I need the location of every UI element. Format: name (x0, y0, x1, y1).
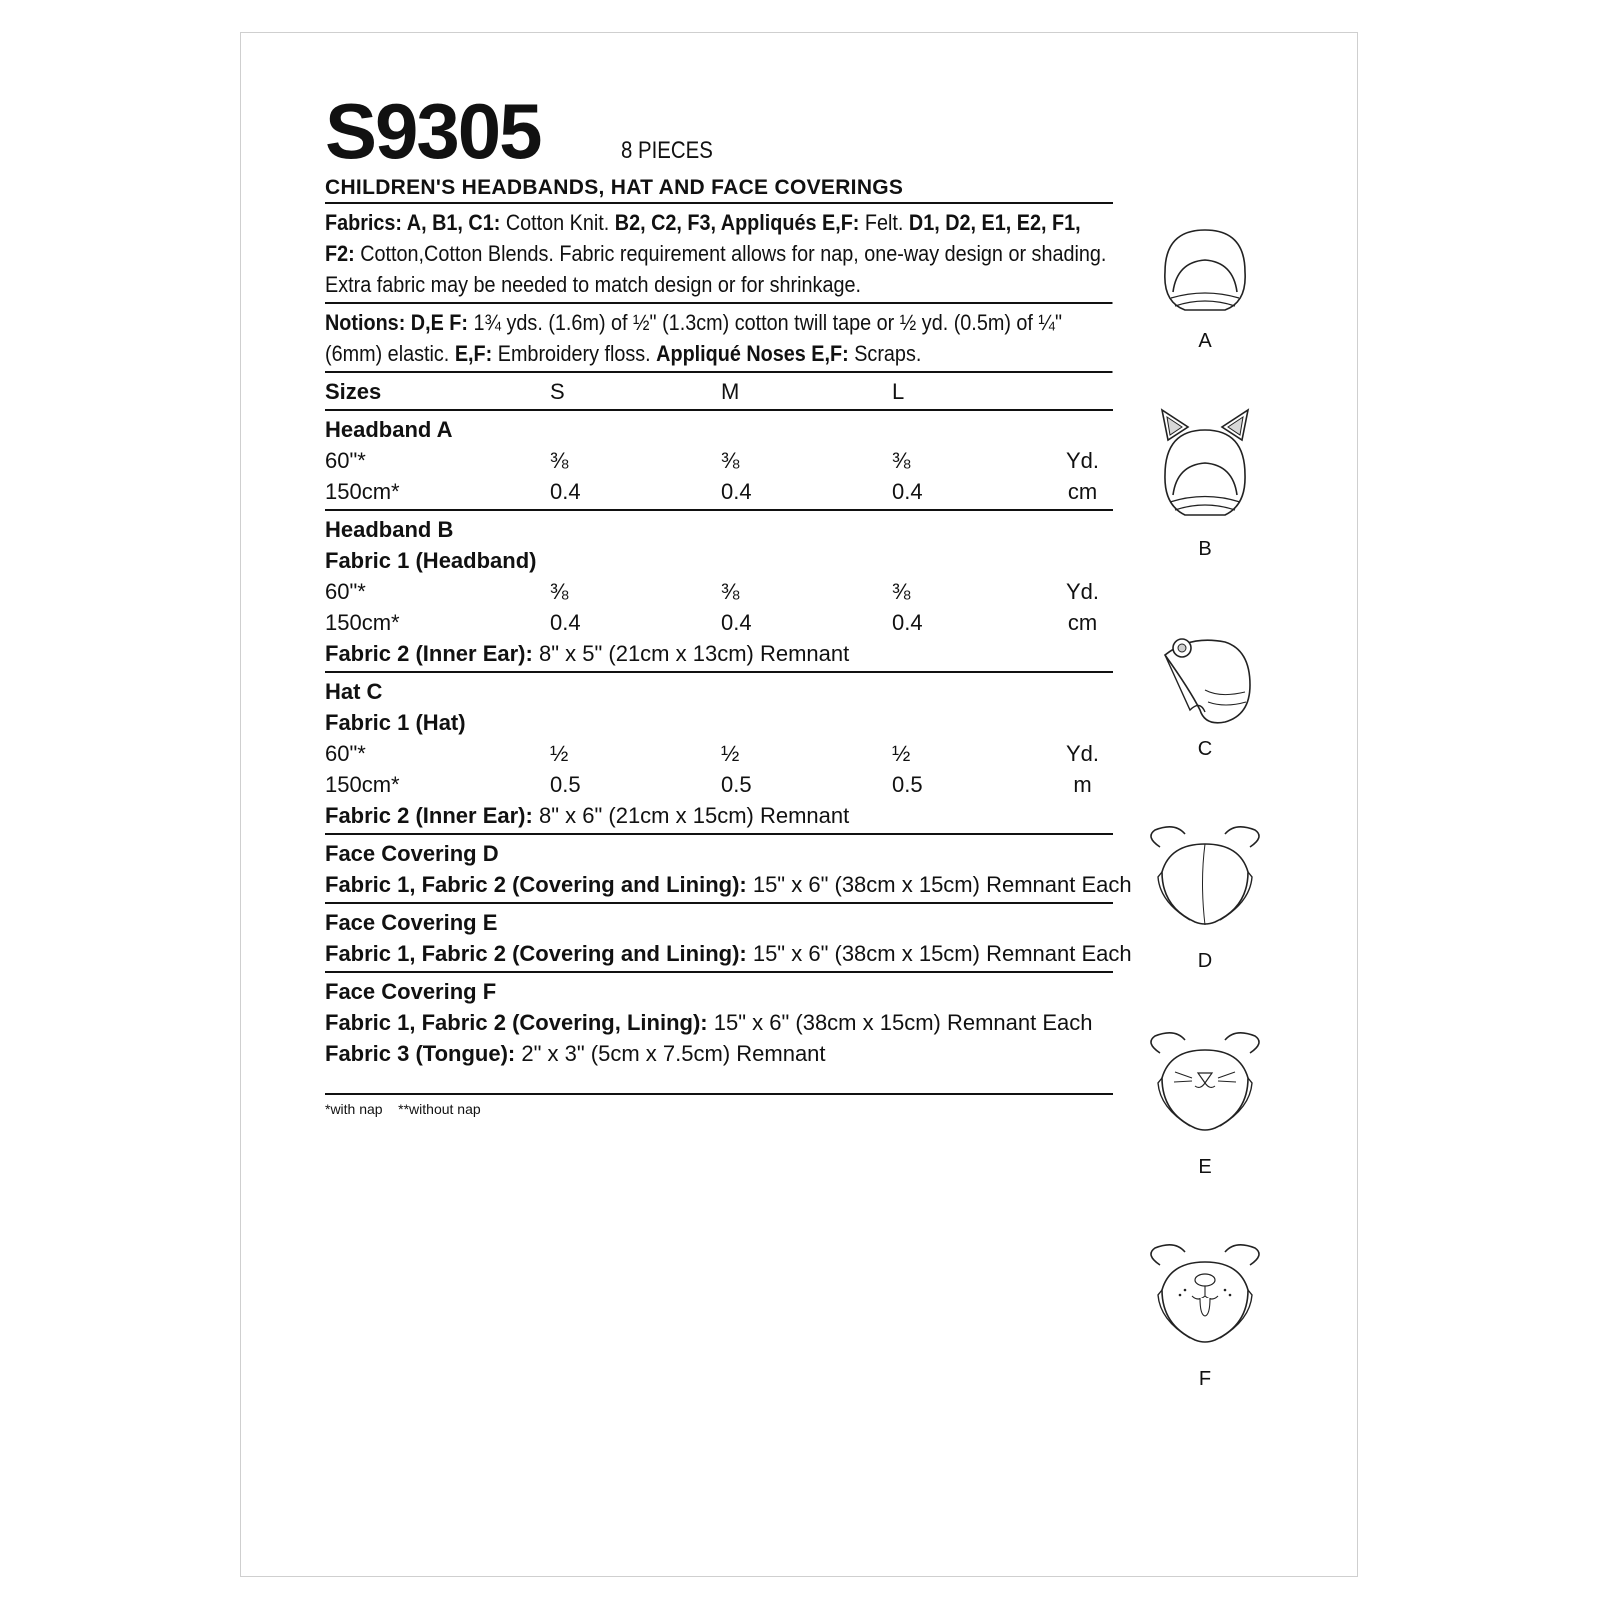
fabrics-text: Cotton Knit. (500, 210, 615, 235)
yardage-row (325, 607, 1113, 638)
remnant-text: 2" x 3" (5cm x 7.5cm) Remnant (515, 1041, 826, 1066)
yardage-cell: ½ (892, 741, 911, 766)
view-label: C (1197, 738, 1213, 760)
notions-section (325, 304, 1112, 373)
yardage-row (325, 445, 1113, 476)
header (325, 87, 1113, 175)
fabrics-text-2: Felt. (859, 210, 909, 235)
remnant-text: 15" x 6" (38cm x 15cm) Remnant Each (746, 941, 1132, 966)
view-a (1135, 222, 1275, 353)
notions-text: 1¾ yds. (1.6m) of ½" (1.3cm) cotton twill tape or ½ yd. (0.5m) of ¼" (6mm) elastic. (325, 310, 1062, 366)
remnant-label: Fabric 3 (Tongue): (325, 1041, 516, 1066)
dog-face-covering-icon (1140, 1240, 1270, 1360)
view-f (1135, 1240, 1275, 1391)
headband-a-icon (1155, 222, 1255, 322)
cat-face-covering-icon (1140, 1028, 1270, 1148)
face-covering-d-section (325, 835, 1132, 904)
yardage-cell: ⅜ (550, 448, 569, 473)
remnant-text: 8" x 6" (21cm x 15cm) Remnant (532, 803, 850, 828)
remnant-line (325, 1007, 1113, 1038)
pattern-content (325, 87, 1132, 1117)
section-heading: Face Covering F (325, 979, 497, 1004)
view-label: B (1198, 538, 1212, 560)
remnant-line (325, 938, 1132, 969)
fabrics-label-2: B2, C2, F3, Appliqués E,F: (614, 210, 860, 235)
yardage-cell: 0.4 (721, 479, 752, 504)
size-l: L (892, 379, 905, 404)
yardage-cell: 0.5 (550, 772, 581, 797)
yardage-row (325, 476, 1113, 507)
remnant-text: 8" x 5" (21cm x 13cm) Remnant (532, 641, 850, 666)
fabrics-label-3: D1, D2, E1, E2, F1, F2: (325, 210, 1081, 266)
yardage-cell: 0.4 (892, 610, 923, 635)
notions-text-2: Embroidery floss. (492, 341, 657, 366)
section-heading: Face Covering E (325, 910, 498, 935)
remnant-label: Fabric 2 (Inner Ear): (325, 641, 533, 666)
remnant-line (325, 638, 1113, 669)
cat-ear-headband-icon (1150, 405, 1260, 530)
size-s: S (550, 379, 565, 404)
view-d (1135, 822, 1275, 973)
width-cell: 150cm* (325, 610, 400, 635)
remnant-text: 15" x 6" (38cm x 15cm) Remnant Each (746, 872, 1132, 897)
view-label: F (1198, 1368, 1212, 1390)
yardage-cell: 0.4 (892, 479, 923, 504)
yardage-cell: 0.4 (550, 479, 581, 504)
fabrics-label: Fabrics: A, B1, C1: (325, 210, 501, 235)
remnant-label: Fabric 1, Fabric 2 (Covering, Lining): (325, 1010, 708, 1035)
view-label: A (1198, 330, 1212, 352)
section-heading: Headband B (325, 517, 454, 542)
yardage-cell: ⅜ (721, 579, 740, 604)
yardage-cell: ⅜ (892, 579, 911, 604)
face-covering-f-section (325, 973, 1113, 1071)
yardage-cell: 0.4 (550, 610, 581, 635)
yardage-cell: ⅜ (721, 448, 740, 473)
remnant-label: Fabric 1, Fabric 2 (Covering and Lining): (325, 872, 747, 897)
size-m: M (721, 379, 740, 404)
section-subheading: Fabric 1 (Headband) (325, 548, 537, 573)
width-cell: 150cm* (325, 479, 400, 504)
yardage-cell: ⅜ (550, 579, 569, 604)
remnant-line (325, 869, 1132, 900)
section-subheading: Fabric 1 (Hat) (325, 710, 466, 735)
pattern-title: CHILDREN'S HEADBANDS, HAT AND FACE COVERINGS (325, 176, 1113, 204)
yardage-row (325, 738, 1113, 769)
view-label: D (1197, 950, 1213, 972)
notions-label: Notions: D,E F: (325, 310, 468, 335)
yardage-cell: 0.5 (721, 772, 752, 797)
unit-cell: m (1073, 772, 1092, 797)
notions-text-3: Scraps. (848, 341, 922, 366)
yardage-cell: ½ (550, 741, 569, 766)
fabrics-section (325, 204, 1112, 304)
remnant-label: Fabric 1, Fabric 2 (Covering and Lining): (325, 941, 747, 966)
width-cell: 60"* (325, 741, 366, 766)
footnote: *with nap **without nap (325, 1101, 481, 1117)
yardage-cell: ⅜ (892, 448, 911, 473)
yardage-row (325, 576, 1113, 607)
sizes-label: Sizes (325, 379, 382, 404)
sizes-row (325, 373, 1113, 411)
face-covering-icon (1140, 822, 1270, 942)
unit-cell: cm (1067, 479, 1098, 504)
remnant-label: Fabric 2 (Inner Ear): (325, 803, 533, 828)
unit-cell: Yd. (1065, 448, 1100, 473)
remnant-line (325, 1038, 1113, 1069)
notions-label-3: Appliqué Noses E,F: (656, 341, 849, 366)
section-heading: Face Covering D (325, 841, 499, 866)
pieces-count: 8 PIECES (620, 137, 713, 164)
view-b (1135, 405, 1275, 561)
headband-b-section (325, 511, 1113, 673)
view-c (1135, 630, 1275, 761)
view-label: E (1198, 1156, 1212, 1178)
section-heading: Headband A (325, 417, 453, 442)
remnant-text: 15" x 6" (38cm x 15cm) Remnant Each (707, 1010, 1093, 1035)
closing-rule (325, 1071, 1113, 1095)
unit-cell: Yd. (1065, 741, 1100, 766)
pattern-code: S9305 (325, 87, 541, 175)
width-cell: 60"* (325, 448, 366, 473)
remnant-line (325, 800, 1113, 831)
width-cell: 60"* (325, 579, 366, 604)
fabrics-text-3: Cotton,Cotton Blends. Fabric requirement allows for nap, one-way design or shading. Extra fabric may be needed to match design or for shrinkage. (325, 241, 1107, 297)
width-cell: 150cm* (325, 772, 400, 797)
hat-c-section (325, 673, 1113, 835)
yardage-cell: 0.5 (892, 772, 923, 797)
face-covering-e-section (325, 904, 1132, 973)
unit-cell: Yd. (1065, 579, 1100, 604)
headband-a-section (325, 411, 1113, 511)
unit-cell: cm (1067, 610, 1098, 635)
yardage-cell: 0.4 (721, 610, 752, 635)
yardage-row (325, 769, 1113, 800)
section-heading: Hat C (325, 679, 383, 704)
notions-label-2: E,F: (454, 341, 493, 366)
hat-icon (1150, 630, 1260, 730)
view-e (1135, 1028, 1275, 1179)
yardage-cell: ½ (721, 741, 740, 766)
